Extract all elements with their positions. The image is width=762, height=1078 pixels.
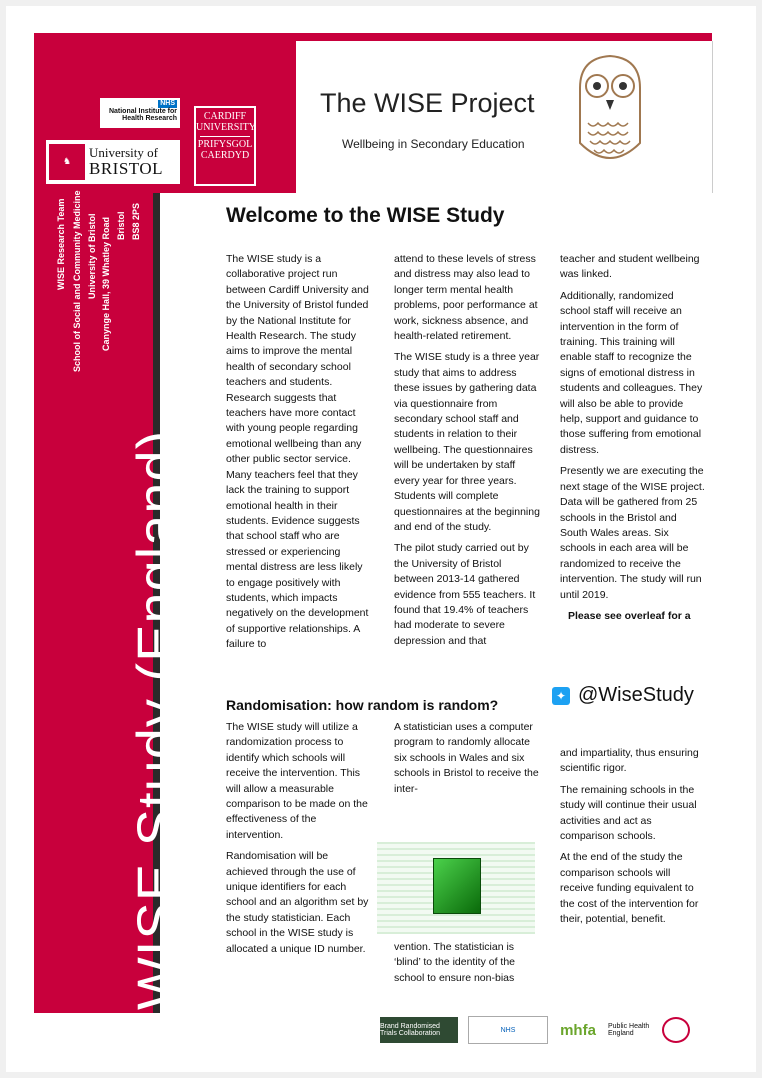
page-title: The WISE Project: [320, 88, 535, 118]
btrc-logo: Brand Randomised Trials Collaboration: [380, 1017, 458, 1043]
nhs-wales-logo: NHS: [468, 1016, 548, 1044]
crest-icon: ♞: [49, 144, 85, 180]
paragraph: and impartiality, thus ensuring scientific rigor.: [560, 747, 699, 775]
page-subtitle: Wellbeing in Secondary Education: [342, 137, 525, 151]
random-col-1: [226, 720, 372, 963]
mhfa-logo: mhfa: [560, 1021, 596, 1039]
twitter-icon: ✦: [552, 687, 570, 705]
paragraph: Presently we are executing the next stage of the WISE project. Data will be gathered from 25 schools in the Bristol and South Wales areas. Six schools in each area will be randomized to receive the intervention. The study will run until 2019.: [560, 465, 705, 601]
nhs-badge: NHS: [160, 100, 175, 107]
address-line: School of Social and Community Medicine: [72, 190, 82, 372]
paragraph: A statistician uses a computer program to randomly allocate six schools in Wales and six schools in Bristol to receive the inter-: [394, 721, 539, 795]
nihr-name: National Institute for Health Research: [108, 107, 177, 123]
twitter-handle[interactable]: [552, 684, 694, 707]
address-line: Canynge Hall, 39 Whatley Road: [101, 216, 111, 351]
paragraph: vention. The statistician is ‘blind’ to the identity of the school to ensure non-bias: [394, 941, 516, 984]
nihr-logo: [100, 98, 180, 128]
bristol-name-top: University of: [89, 145, 158, 161]
paragraph: attend to these levels of stress and distress may also lead to longer term mental health problems, poor performance at work, sickness absence, and health-related retirement.: [394, 253, 538, 343]
cardiff-logo: [194, 106, 256, 186]
paragraph: The pilot study carried out by the University of Bristol between 2013-14 gathered evidence from 555 teachers. It found that 19.4% of teachers had moderate to severe depression and that: [394, 542, 536, 647]
top-rule: [34, 33, 712, 41]
cardiff-bottom: PRIFYSGOL CAERDYD: [197, 139, 253, 161]
paragraph: The WISE study will utilize a randomization process to identify which schools will receive the intervention. This will allow a measurable comparison to be made on the effectiveness of the intervention.: [226, 721, 368, 841]
overleaf-note: Please see overleaf for a: [568, 609, 691, 622]
phe-logo: Public Health England: [608, 1023, 650, 1037]
welcome-heading: Welcome to the WISE Study: [226, 204, 505, 227]
paragraph: Randomisation will be achieved through the use of unique identifiers for each school and an algorithm set by the study statistician. Each school in the WISE study is allocated a unique ID number.: [226, 850, 369, 955]
address-line: WISE Research Team: [56, 198, 66, 290]
paragraph: The remaining schools in the study will continue their usual activities and act as comparison schools.: [560, 783, 697, 843]
random-col-2-bottom: [394, 940, 540, 992]
matrix-cube-image: [377, 842, 535, 934]
randomisation-heading: Randomisation: how random is random?: [226, 697, 499, 713]
address-line: University of Bristol: [87, 213, 97, 299]
seal-icon: [662, 1017, 690, 1043]
twitter-handle-text: @WiseStudy: [578, 684, 694, 706]
paragraph: teacher and student wellbeing was linked.: [560, 253, 700, 281]
paragraph: Additionally, randomized school staff will receive an intervention in the form of training. This training will enable staff to recognize the signs of emotional distress in students and colleagues. They will also be able to provide help, support and guidance to those suffering from emotional distress.: [560, 289, 703, 456]
cardiff-top: CARDIFF UNIVERSITY: [196, 111, 256, 133]
footer-logos: [380, 1016, 690, 1044]
paragraph: The WISE study is a collaborative project run between Cardiff University and the University of Bristol funded by the National Institute for Health Research. The study aims to improve the mental health of secondary school teachers and students. Research suggests that teachers have more contact with young people regarding emotional wellbeing than any other public sector service. Many teachers feel that they lack the training to support emotional health in their students. Evidence suggests that school staff who are stressed or experiencing mental distress are less likely to engage positively with students, which impacts negatively on the development of supportive relationships. A failure to: [226, 253, 369, 651]
sidebar-big-title: WISE Study (England): [125, 429, 188, 1010]
owl-icon: [570, 48, 650, 178]
address-line: Bristol: [116, 211, 126, 240]
bristol-logo: [46, 140, 180, 184]
random-col-2-top: [394, 720, 540, 803]
paragraph: The WISE study is a three year study that aims to address these issues by gathering data via questionnaire from secondary school staff and students in relation to their wellbeing. The questionnaires will be undertaken by staff every year for three years. Students will complete questionnaires at the beginning and end of the study.: [394, 351, 540, 533]
welcome-col-2: [394, 252, 540, 655]
bristol-name-bottom: BRISTOL: [89, 158, 164, 178]
address-line: BS8 2PS: [131, 202, 141, 240]
random-col-3: [560, 746, 706, 933]
welcome-col-3: [560, 252, 706, 630]
welcome-col-1: [226, 252, 372, 659]
paragraph: At the end of the study the comparison schools will receive funding equivalent to the cost of the intervention for their, potential, benefit.: [560, 851, 699, 926]
